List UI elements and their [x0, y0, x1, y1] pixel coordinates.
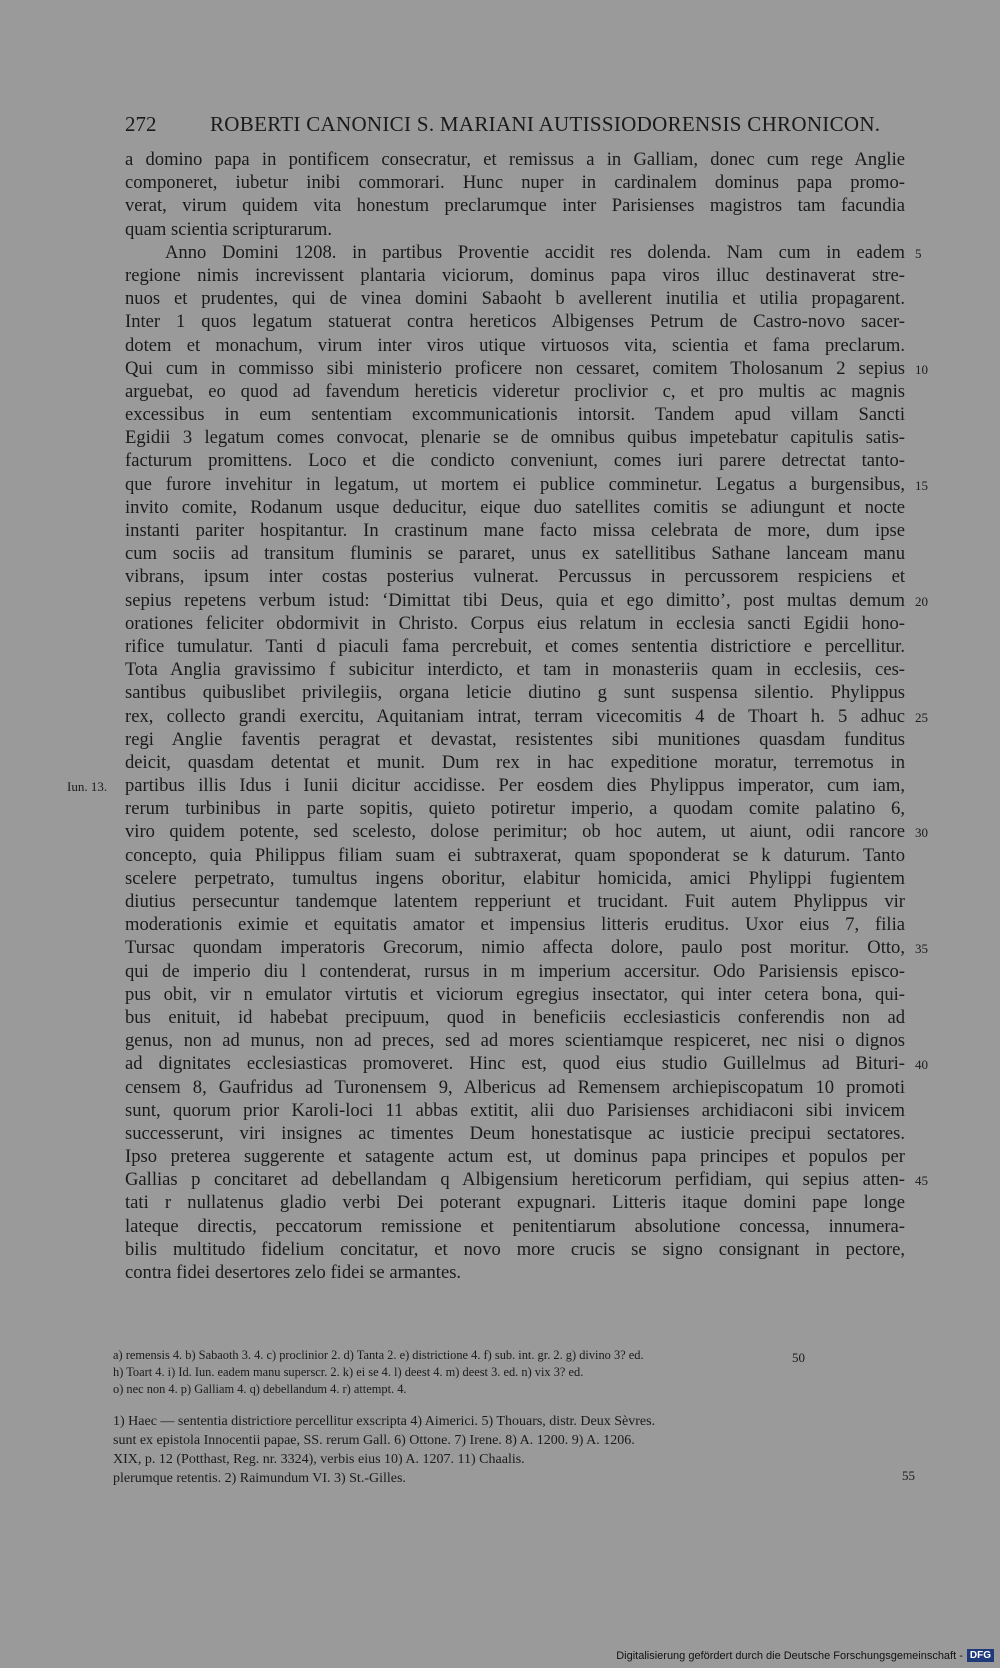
text-line [125, 936, 928, 959]
text-line-content: quam scientia scripturarum. [125, 218, 333, 240]
text-line-content: Anno Domini 1208. in partibus Proventie accidit res dolenda. Nam cum in eadem [165, 241, 905, 263]
text-line [125, 890, 905, 913]
text-line [125, 1168, 928, 1191]
text-line [125, 589, 928, 612]
text-line [125, 913, 905, 936]
text-line-content: Inter 1 quos legatum statuerat contra hereticos Albigenses Petrum de Castro-novo sacer- [125, 311, 905, 333]
text-line-content: contra fidei desertores zelo fidei se armantes. [125, 1262, 462, 1283]
text-line-content: vibrans, ipsum inter costas posterius vulnerat. Percussus in percussorem respiciens et [125, 566, 905, 588]
apparatus-line-number: 50 [792, 1350, 805, 1365]
text-line-content: arguebat, eo quod ad favendum hereticis videretur proclivior c, et pro multis ac magnis [125, 380, 905, 402]
text-line [125, 1052, 928, 1075]
line-number: 25 [915, 709, 928, 725]
dfg-logo: DFG [967, 1649, 994, 1662]
line-number: 20 [915, 593, 928, 609]
text-line-content: Tota Anglia gravissimo f subicitur interdicto, et tam in monasteriis quam in ecclesiis, ces- [125, 659, 905, 681]
page-header [125, 112, 915, 140]
text-line [125, 751, 905, 774]
text-line [125, 1215, 905, 1238]
page-number: 272 [125, 112, 157, 136]
text-line-content: Egidii 3 legatum comes convocat, plenarie se de omnibus quibus impetebatur capitulis satis- [125, 427, 905, 449]
footnote-line: XIX, p. 12 (Potthast, Reg. nr. 3324), verbis eius 10) A. 1207. 11) Chaalis. [113, 1452, 525, 1467]
apparatus-line: o) nec non 4. p) Galliam 4. q) debellandum 4. r) attempt. 4. [113, 1382, 407, 1396]
text-line [125, 612, 905, 635]
text-line-content: componeret, iubetur inibi commorari. Hunc nuper in cardinalem dominus papa promo- [125, 172, 905, 194]
text-line-content: scelere perpetrato, tumultus ingens oboritur, elabitur homicida, amici Phylippi fugientem [125, 867, 905, 889]
text-line-content: invito comite, Rodanum usque deducitur, eique duo satellites comitis se adiungunt et nocte [125, 496, 905, 518]
text-line [125, 380, 905, 403]
text-line-content: rifice tumulatur. Tanti d piaculi fama percrebuit, et comes sententia districtiore e percellitur. [125, 635, 905, 657]
text-line-content: concepto, quia Philippus filiam suam ei subtraxerat, quam spoponderat se k daturum. Tanto [125, 844, 905, 866]
apparatus-line: a) remensis 4. b) Sabaoth 3. 4. c) proclinior 2. d) Tanta 2. e) districtione 4. f) sub. int. gr. 2. g) divino 3? ed. [113, 1348, 644, 1362]
text-line [125, 403, 905, 426]
text-line-content: a domino papa in pontificem consecratur, et remissus a in Galliam, donec cum rege Anglie [125, 149, 905, 170]
footnote-line: sunt ex epistola Innocentii papae, SS. rerum Gall. 6) Ottone. 7) Irene. 8) A. 1200. 9) A. 1206. [113, 1433, 635, 1448]
text-line [125, 1076, 905, 1099]
text-line [125, 797, 905, 820]
line-number: 10 [915, 361, 928, 377]
footnotes [113, 1412, 903, 1488]
text-line [125, 287, 905, 310]
line-number: 30 [915, 825, 928, 841]
text-line-content: orationes feliciter obdormivit in Christo. Corpus eius relatum in ecclesia sancti Egidii hono- [125, 612, 905, 634]
text-line-content: diutius persecuntur tandemque latentem repperiunt et trucidant. Fuit autem Phylippus vir [125, 891, 905, 912]
text-line-content: pus obit, vir n emulator virtutis et viciorum egregius insectator, qui inter cetera bona, qui- [125, 983, 905, 1005]
text-line [125, 1006, 905, 1029]
footnote-line: plerumque retentis. 2) Raimundum VI. 3) St.-Gilles. [113, 1471, 406, 1486]
text-line-content: censem 8, Gaufridus ad Turonensem 9, Albericus ad Remensem archiepiscopatum 10 promoti [125, 1076, 905, 1098]
text-line [125, 820, 928, 843]
text-line-content: successerunt, viri insignes ac timentes Deum honestatisque ac iusticie precipui sectatores. [125, 1122, 905, 1144]
text-line-content: rerum turbinibus in parte sopitis, quieto potiretur imperio, a quodam comite palatino 6, [125, 798, 905, 820]
text-line [125, 635, 905, 658]
text-line [125, 1238, 905, 1261]
line-number: 15 [915, 477, 928, 493]
text-line [125, 681, 905, 704]
text-line-content: rex, collecto grandi exercitu, Aquitaniam intrat, terram vicecomitis 4 de Thoart h. 5 adhuc [125, 705, 905, 727]
apparatus-line: h) Toart 4. i) Id. Iun. eadem manu superscr. 2. k) ei se 4. l) deest 4. m) deest 3. ed. n) vix 3? ed. [113, 1365, 584, 1379]
footer-credit [616, 1649, 994, 1662]
notes-line-number: 55 [902, 1468, 915, 1483]
text-line-content: bilis multitudo fidelium concitatur, et novo more crucis se signo consignant in pectore, [125, 1238, 905, 1260]
text-line-content: facturum promittens. Loco et die condicto conveniunt, comes iuri parere detrectat tanto- [125, 450, 905, 472]
text-line [125, 1099, 905, 1122]
footnote-line: 1) Haec — sententia districtiore percellitur exscripta 4) Aimerici. 5) Thouars, distr. Deux Sèvres. [113, 1414, 656, 1429]
text-line [125, 496, 905, 519]
text-line [125, 171, 905, 194]
line-number: 5 [915, 245, 922, 261]
text-line [125, 1261, 905, 1284]
text-line [125, 264, 905, 287]
text-line-content: bus enituit, id habebat precipuum, quod in beneficiis ecclesiasticis conferendis non ad [125, 1006, 905, 1028]
text-line [125, 519, 905, 542]
text-line-content: deicit, quasdam detentat et munit. Dum rex in hac expeditione moratur, terremotus in [125, 751, 905, 773]
text-line [67, 774, 905, 797]
text-line-content: instanti pariter hospitantur. In crastinum mane facto missa celebrata de more, dum ipse [125, 520, 905, 541]
text-line [125, 960, 905, 983]
text-line-content: Gallias p concitaret ad debellandam q Albigensium hereticorum perfidiam, qui sepius atten- [125, 1169, 905, 1191]
text-line [125, 705, 928, 728]
text-line-content: verat, virum quidem vita honestum preclarumque inter Parisienses magistros tam facundia [125, 195, 905, 217]
text-line-content: sepius repetens verbum istud: ‘Dimittat tibi Deus, quia et ego dimitto’, post multas demum [125, 589, 905, 611]
text-line-content: regione nimis increvissent plantaria viciorum, dominus papa viros illuc destinaverat stre- [125, 264, 905, 286]
text-line-content: moderationis eximie et equitatis amator et impensius litteris eruditus. Uxor eius 7, filia [125, 914, 905, 936]
text-line-content: regi Anglie faventis peragrat et devastat, resistentes sibi munitiones quasdam funditus [125, 728, 905, 750]
text-line [125, 334, 905, 357]
text-line [125, 1029, 905, 1052]
line-number: 35 [915, 941, 928, 957]
running-title: ROBERTI CANONICI S. MARIANI AUTISSIODORENSIS CHRONICON. [210, 112, 881, 136]
text-line [125, 194, 905, 217]
text-line [125, 1145, 905, 1168]
line-number: 45 [915, 1173, 928, 1189]
text-line-content: dotem et monachum, virum inter viros utique virtuosos vita, scientia et fama preclarum. [125, 334, 905, 356]
text-line-content: viro quidem potente, sed scelesto, dolose perimitur; ob hoc autem, ut aiunt, odii rancore [125, 821, 905, 843]
critical-apparatus [113, 1347, 933, 1398]
text-line [125, 449, 905, 472]
text-line-content: nuos et prudentes, qui de vinea domini Sabaoht b avellerent inutilia et utilia propagarent. [125, 288, 905, 310]
text-line-content: que furore invehitur in legatum, ut mortem ei publice comminetur. Legatus a burgensibus, [125, 473, 905, 495]
text-line-content: Ipso preterea suggerente et satagente actum est, ut dominus papa principes et populos per [125, 1146, 905, 1168]
text-line [125, 218, 905, 241]
text-line [125, 1122, 905, 1145]
text-line-content: genus, non ad munus, non ad preces, sed ad mores scientiamque respiceret, nec nisi o dignos [125, 1030, 905, 1052]
text-line-content: Tursac quondam imperatoris Grecorum, nimio affecta dolore, paulo post moritur. Otto, [125, 937, 905, 959]
text-line [125, 728, 905, 751]
text-line-content: lateque directis, peccatorum remissione et penitentiarum absolutione concessa, innumera- [125, 1215, 905, 1237]
footer-text: Digitalisierung gefördert durch die Deutsche Forschungsgemeinschaft - [616, 1649, 963, 1662]
text-line [125, 148, 905, 171]
text-line [125, 542, 905, 565]
text-line [125, 1191, 905, 1214]
text-line [125, 473, 928, 496]
text-line-content: tati r nullatenus gladio verbi Dei poterant expugnari. Litteris itaque domini pape longe [125, 1192, 905, 1214]
text-line-content: partibus illis Idus i Iunii dicitur accidisse. Per eosdem dies Phylippus imperator, cum iam, [125, 775, 905, 797]
text-line-content: sunt, quorum prior Karoli-loci 11 abbas extitit, alii duo Parisienses archidiaconi sibi invicem [125, 1099, 905, 1121]
text-line-content: cum sociis ad transitum fluminis se pararet, unus ex satellitibus Sathane lanceam manu [125, 543, 905, 565]
text-line [125, 241, 922, 264]
text-line [125, 844, 905, 867]
text-line [125, 426, 905, 449]
text-line [125, 983, 905, 1006]
text-line [125, 867, 905, 890]
margin-date: Iun. 13. [67, 779, 108, 795]
text-line-content: Qui cum in commisso sibi ministerio proficere non cessaret, comitem Tholosanum 2 sepius [125, 357, 905, 379]
line-number: 40 [915, 1057, 928, 1073]
text-line [125, 310, 905, 333]
text-line-content: excessibus in eum sententiam excommunicationis intorsit. Tandem apud villam Sancti [125, 404, 905, 426]
main-text [67, 148, 928, 1284]
text-line [125, 565, 905, 588]
text-line-content: qui de imperio diu l contenderat, rursus in m imperium accersitur. Odo Parisiensis episco- [125, 960, 905, 982]
text-line [125, 357, 928, 380]
text-line-content: ad dignitates ecclesiasticas promoveret. Hinc est, quod eius studio Guillelmus ad Bituri- [125, 1053, 905, 1075]
text-line-content: santibus quibuslibet privilegiis, organa leticie diutino g sunt suspensa silentio. Phylippus [125, 682, 905, 704]
text-line [125, 658, 905, 681]
